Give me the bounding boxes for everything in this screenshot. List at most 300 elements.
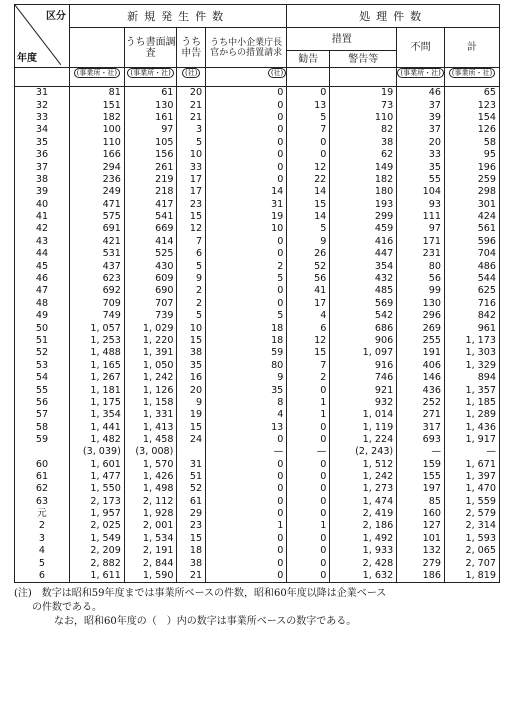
cell-survey: 2, 844: [124, 557, 177, 569]
cell-new: 100: [69, 124, 124, 136]
cell-request: 0: [206, 496, 287, 508]
cell-new: 1, 957: [69, 508, 124, 520]
cell-warn: 932: [330, 397, 397, 409]
cell-survey: 1, 534: [124, 533, 177, 545]
cell-new: 1, 441: [69, 422, 124, 434]
cell-request: —: [206, 446, 287, 458]
cell-report: [177, 446, 206, 458]
cell-advise: 1: [287, 397, 330, 409]
cell-total: 2, 314: [444, 520, 499, 532]
cell-survey: 130: [124, 99, 177, 111]
cell-year: 48: [15, 298, 70, 310]
cell-warn: 906: [330, 335, 397, 347]
cell-new: 1, 181: [69, 384, 124, 396]
cell-request: 0: [206, 285, 287, 297]
table-row: [15, 496, 500, 508]
cell-report: 23: [177, 520, 206, 532]
cell-warn: 2, 428: [330, 557, 397, 569]
cell-report: 38: [177, 557, 206, 569]
cell-warn: 110: [330, 112, 397, 124]
cell-advise: 0: [287, 471, 330, 483]
cell-warn: 354: [330, 260, 397, 272]
cell-report: 15: [177, 335, 206, 347]
table-row: [15, 360, 500, 372]
cell-request: 0: [206, 99, 287, 111]
cell-request: 35: [206, 384, 287, 396]
cell-advise: 52: [287, 260, 330, 272]
cell-request: 0: [206, 112, 287, 124]
cell-new: 749: [69, 310, 124, 322]
cell-request: 0: [206, 533, 287, 545]
cell-noissue: 252: [397, 397, 445, 409]
cell-noissue: 279: [397, 557, 445, 569]
cell-new: 1, 253: [69, 335, 124, 347]
cell-warn: 19: [330, 87, 397, 100]
cell-noissue: 693: [397, 434, 445, 446]
cell-warn: 569: [330, 298, 397, 310]
cell-year: 57: [15, 409, 70, 421]
table-row: [15, 422, 500, 434]
cell-report: 21: [177, 570, 206, 583]
cell-request: 10: [206, 223, 287, 235]
corner-cell: [15, 5, 70, 68]
table-row: [15, 186, 500, 198]
cell-total: 2, 707: [444, 557, 499, 569]
cell-total: 58: [444, 137, 499, 149]
unit-year: [15, 68, 70, 87]
cell-year: 31: [15, 87, 70, 100]
cell-request: 18: [206, 335, 287, 347]
cell-year: 53: [15, 360, 70, 372]
cell-request: 1: [206, 520, 287, 532]
cell-report: 29: [177, 508, 206, 520]
cell-report: 15: [177, 211, 206, 223]
cell-year: 36: [15, 149, 70, 161]
cell-noissue: 146: [397, 372, 445, 384]
corner-label-category: 区分: [45, 11, 66, 22]
cell-noissue: 186: [397, 570, 445, 583]
cell-report: 15: [177, 533, 206, 545]
cell-year: 45: [15, 260, 70, 272]
cell-report: 5: [177, 137, 206, 149]
cell-warn: 1, 224: [330, 434, 397, 446]
cell-report: 7: [177, 236, 206, 248]
cell-survey: 1, 158: [124, 397, 177, 409]
cell-survey: 161: [124, 112, 177, 124]
cell-report: 2: [177, 298, 206, 310]
cell-report: 18: [177, 545, 206, 557]
cell-new: 1, 477: [69, 471, 124, 483]
cell-survey: 1, 331: [124, 409, 177, 421]
cell-warn: 82: [330, 124, 397, 136]
cell-report: 21: [177, 99, 206, 111]
cell-warn: 1, 097: [330, 347, 397, 359]
cell-year: 37: [15, 161, 70, 173]
cell-total: 1, 357: [444, 384, 499, 396]
cell-noissue: 35: [397, 161, 445, 173]
cell-year: 6: [15, 570, 70, 583]
cell-total: 1, 470: [444, 483, 499, 495]
cell-total: 1, 917: [444, 434, 499, 446]
cell-year: 56: [15, 397, 70, 409]
table-row: [15, 310, 500, 322]
cell-noissue: 197: [397, 483, 445, 495]
table-row: [15, 99, 500, 111]
footnote-line-1: (注) 数字は昭和59年度までは事業所ベースの件数，昭和60年度以降は企業ベース: [14, 588, 387, 600]
cell-warn: 193: [330, 199, 397, 211]
cell-year: 47: [15, 285, 70, 297]
cell-report: 17: [177, 174, 206, 186]
cell-advise: 15: [287, 347, 330, 359]
cell-year: 46: [15, 273, 70, 285]
table-row: [15, 211, 500, 223]
cell-noissue: 171: [397, 236, 445, 248]
cell-noissue: 271: [397, 409, 445, 421]
cell-new: 1, 165: [69, 360, 124, 372]
cell-new: 249: [69, 186, 124, 198]
cell-request: 0: [206, 483, 287, 495]
cell-request: 31: [206, 199, 287, 211]
header-new-total: [69, 28, 124, 68]
cell-new: 1, 601: [69, 458, 124, 470]
cell-survey: 414: [124, 236, 177, 248]
cell-year: 58: [15, 422, 70, 434]
cell-request: 2: [206, 260, 287, 272]
cell-year: 41: [15, 211, 70, 223]
table-row: [15, 149, 500, 161]
cell-year: [15, 446, 70, 458]
header-new-cases: 新規発生件数: [69, 5, 286, 28]
cell-request: 0: [206, 236, 287, 248]
table-row: [15, 112, 500, 124]
table-row: [15, 137, 500, 149]
cell-advise: 41: [287, 285, 330, 297]
cell-new: 1, 057: [69, 322, 124, 334]
cell-total: 1, 289: [444, 409, 499, 421]
cell-survey: 219: [124, 174, 177, 186]
cell-report: 31: [177, 458, 206, 470]
cell-warn: 299: [330, 211, 397, 223]
cell-report: 9: [177, 273, 206, 285]
cell-total: 259: [444, 174, 499, 186]
cell-noissue: 132: [397, 545, 445, 557]
cell-noissue: 46: [397, 87, 445, 100]
cell-new: 575: [69, 211, 124, 223]
cell-new: 437: [69, 260, 124, 272]
cell-total: 2, 065: [444, 545, 499, 557]
cell-year: 55: [15, 384, 70, 396]
cell-warn: 38: [330, 137, 397, 149]
cell-advise: 0: [287, 570, 330, 583]
unit-advise: [287, 68, 330, 87]
cell-advise: 4: [287, 310, 330, 322]
table-row: [15, 347, 500, 359]
table-row: [15, 223, 500, 235]
cell-report: 35: [177, 360, 206, 372]
cell-survey: 690: [124, 285, 177, 297]
cell-warn: 447: [330, 248, 397, 260]
cell-survey: 669: [124, 223, 177, 235]
cell-new: 2, 025: [69, 520, 124, 532]
cell-noissue: 104: [397, 186, 445, 198]
cell-advise: 15: [287, 199, 330, 211]
cell-new: 182: [69, 112, 124, 124]
cell-warn: 1, 014: [330, 409, 397, 421]
cell-noissue: 317: [397, 422, 445, 434]
cell-survey: 1, 570: [124, 458, 177, 470]
cell-survey: 707: [124, 298, 177, 310]
cell-warn: 416: [330, 236, 397, 248]
cell-request: 0: [206, 458, 287, 470]
cell-noissue: 101: [397, 533, 445, 545]
cell-new: 1, 354: [69, 409, 124, 421]
cell-survey: 609: [124, 273, 177, 285]
cell-report: 5: [177, 310, 206, 322]
cell-request: 0: [206, 570, 287, 583]
cell-noissue: 37: [397, 124, 445, 136]
cell-request: 0: [206, 298, 287, 310]
table-row: [15, 409, 500, 421]
table-row: [15, 335, 500, 347]
table-row: [15, 520, 500, 532]
cell-new: 166: [69, 149, 124, 161]
cell-request: 0: [206, 557, 287, 569]
cell-advise: 14: [287, 186, 330, 198]
cell-report: 23: [177, 199, 206, 211]
table-row: [15, 384, 500, 396]
cell-total: 301: [444, 199, 499, 211]
cell-advise: 22: [287, 174, 330, 186]
cell-survey: 105: [124, 137, 177, 149]
cell-total: 1, 436: [444, 422, 499, 434]
cell-request: 0: [206, 149, 287, 161]
cell-advise: 0: [287, 557, 330, 569]
table-row: [15, 471, 500, 483]
cell-warn: 1, 933: [330, 545, 397, 557]
cell-noissue: 33: [397, 149, 445, 161]
cell-year: 33: [15, 112, 70, 124]
table-row: [15, 545, 500, 557]
cell-warn: 182: [330, 174, 397, 186]
cell-year: 38: [15, 174, 70, 186]
cell-new: 294: [69, 161, 124, 173]
cell-survey: 430: [124, 260, 177, 272]
cell-year: 2: [15, 520, 70, 532]
cell-total: 95: [444, 149, 499, 161]
cell-warn: 73: [330, 99, 397, 111]
cell-survey: 541: [124, 211, 177, 223]
cell-total: 65: [444, 87, 499, 100]
cell-noissue: 93: [397, 199, 445, 211]
cell-request: 0: [206, 174, 287, 186]
cell-survey: 2, 112: [124, 496, 177, 508]
header-total: 計: [444, 28, 499, 68]
cell-new: 1, 488: [69, 347, 124, 359]
corner-label-year: 年度: [17, 53, 37, 64]
cell-noissue: 56: [397, 273, 445, 285]
cell-survey: 1, 426: [124, 471, 177, 483]
cell-advise: 13: [287, 99, 330, 111]
cell-report: 2: [177, 285, 206, 297]
cell-new: 1, 175: [69, 397, 124, 409]
cell-advise: 5: [287, 223, 330, 235]
cell-new: 421: [69, 236, 124, 248]
cell-year: 32: [15, 99, 70, 111]
cell-total: 1, 303: [444, 347, 499, 359]
cell-noissue: 160: [397, 508, 445, 520]
cell-noissue: 99: [397, 285, 445, 297]
table-row: [15, 446, 500, 458]
table-row: [15, 273, 500, 285]
cell-noissue: 37: [397, 99, 445, 111]
header-no-issue: 不問: [397, 28, 445, 68]
cell-warn: 62: [330, 149, 397, 161]
cell-advise: 7: [287, 360, 330, 372]
cell-new: 2, 173: [69, 496, 124, 508]
cell-new: 692: [69, 285, 124, 297]
cell-report: 16: [177, 372, 206, 384]
cell-new: 81: [69, 87, 124, 100]
table-row: [15, 199, 500, 211]
cell-warn: 746: [330, 372, 397, 384]
cell-report: 5: [177, 260, 206, 272]
cell-total: 1, 173: [444, 335, 499, 347]
cell-survey: 2, 001: [124, 520, 177, 532]
table-row: [15, 298, 500, 310]
table-row: [15, 508, 500, 520]
cell-noissue: 55: [397, 174, 445, 186]
cell-year: 42: [15, 223, 70, 235]
cell-request: 0: [206, 471, 287, 483]
header-request: うち中小企業庁長官からの措置請求: [206, 28, 287, 68]
cell-total: 1, 593: [444, 533, 499, 545]
cell-request: 0: [206, 545, 287, 557]
cell-total: 544: [444, 273, 499, 285]
footnote-line-3: なお，昭和60年度の（ ）内の数字は事業所ベースの数字である。: [54, 616, 357, 628]
cell-advise: 12: [287, 335, 330, 347]
cell-survey: 2, 191: [124, 545, 177, 557]
cell-year: 54: [15, 372, 70, 384]
unit-warn: [330, 68, 397, 87]
cell-report: 12: [177, 223, 206, 235]
cell-advise: 0: [287, 545, 330, 557]
cell-new: 110: [69, 137, 124, 149]
table-row: [15, 285, 500, 297]
cell-total: 1, 397: [444, 471, 499, 483]
cell-warn: (2, 243): [330, 446, 397, 458]
header-report: うち申告: [177, 28, 206, 68]
cell-report: 17: [177, 186, 206, 198]
cell-request: 0: [206, 508, 287, 520]
cell-report: 3: [177, 124, 206, 136]
header-survey: うち書面調査: [124, 28, 177, 68]
cell-report: 20: [177, 384, 206, 396]
cell-total: 2, 579: [444, 508, 499, 520]
cell-advise: 6: [287, 322, 330, 334]
cell-request: 59: [206, 347, 287, 359]
cell-year: 43: [15, 236, 70, 248]
table-row: [15, 458, 500, 470]
cell-advise: 0: [287, 384, 330, 396]
header-measure: 措置: [287, 28, 397, 51]
cell-request: 0: [206, 124, 287, 136]
cell-request: 80: [206, 360, 287, 372]
cell-advise: 9: [287, 236, 330, 248]
cell-total: 625: [444, 285, 499, 297]
cell-report: 52: [177, 483, 206, 495]
cell-request: 0: [206, 434, 287, 446]
cell-warn: 1, 512: [330, 458, 397, 470]
cell-year: 39: [15, 186, 70, 198]
cell-warn: 1, 492: [330, 533, 397, 545]
cell-survey: 1, 242: [124, 372, 177, 384]
cell-noissue: 20: [397, 137, 445, 149]
table-body: [15, 87, 500, 583]
cell-total: 894: [444, 372, 499, 384]
cell-advise: 1: [287, 520, 330, 532]
cell-noissue: 80: [397, 260, 445, 272]
cell-request: 4: [206, 409, 287, 421]
cell-total: 1, 819: [444, 570, 499, 583]
cell-request: 0: [206, 161, 287, 173]
cell-report: 38: [177, 347, 206, 359]
table-row: [15, 161, 500, 173]
cell-total: 486: [444, 260, 499, 272]
cell-advise: 0: [287, 87, 330, 100]
table-row: [15, 174, 500, 186]
cell-survey: 218: [124, 186, 177, 198]
cell-warn: 180: [330, 186, 397, 198]
cell-noissue: —: [397, 446, 445, 458]
cell-total: 1, 671: [444, 458, 499, 470]
cell-advise: 0: [287, 533, 330, 545]
table-row: [15, 248, 500, 260]
cell-noissue: 296: [397, 310, 445, 322]
cell-warn: 149: [330, 161, 397, 173]
table-row: [15, 483, 500, 495]
cell-advise: 0: [287, 483, 330, 495]
unit-report: (社): [177, 68, 206, 87]
statistics-table: [14, 4, 500, 583]
cell-year: 50: [15, 322, 70, 334]
cell-total: 561: [444, 223, 499, 235]
cell-warn: 1, 474: [330, 496, 397, 508]
cell-advise: 12: [287, 161, 330, 173]
cell-total: —: [444, 446, 499, 458]
cell-report: 15: [177, 422, 206, 434]
table-row: [15, 533, 500, 545]
cell-warn: 542: [330, 310, 397, 322]
cell-warn: 432: [330, 273, 397, 285]
cell-noissue: 130: [397, 298, 445, 310]
cell-noissue: 436: [397, 384, 445, 396]
cell-new: 1, 550: [69, 483, 124, 495]
cell-survey: 156: [124, 149, 177, 161]
cell-year: 34: [15, 124, 70, 136]
cell-warn: 2, 186: [330, 520, 397, 532]
cell-request: 0: [206, 137, 287, 149]
table-row: [15, 322, 500, 334]
cell-year: 52: [15, 347, 70, 359]
cell-survey: 97: [124, 124, 177, 136]
cell-survey: 261: [124, 161, 177, 173]
cell-total: 298: [444, 186, 499, 198]
cell-advise: 56: [287, 273, 330, 285]
table-row: [15, 260, 500, 272]
cell-year: 40: [15, 199, 70, 211]
cell-request: 13: [206, 422, 287, 434]
cell-noissue: 159: [397, 458, 445, 470]
